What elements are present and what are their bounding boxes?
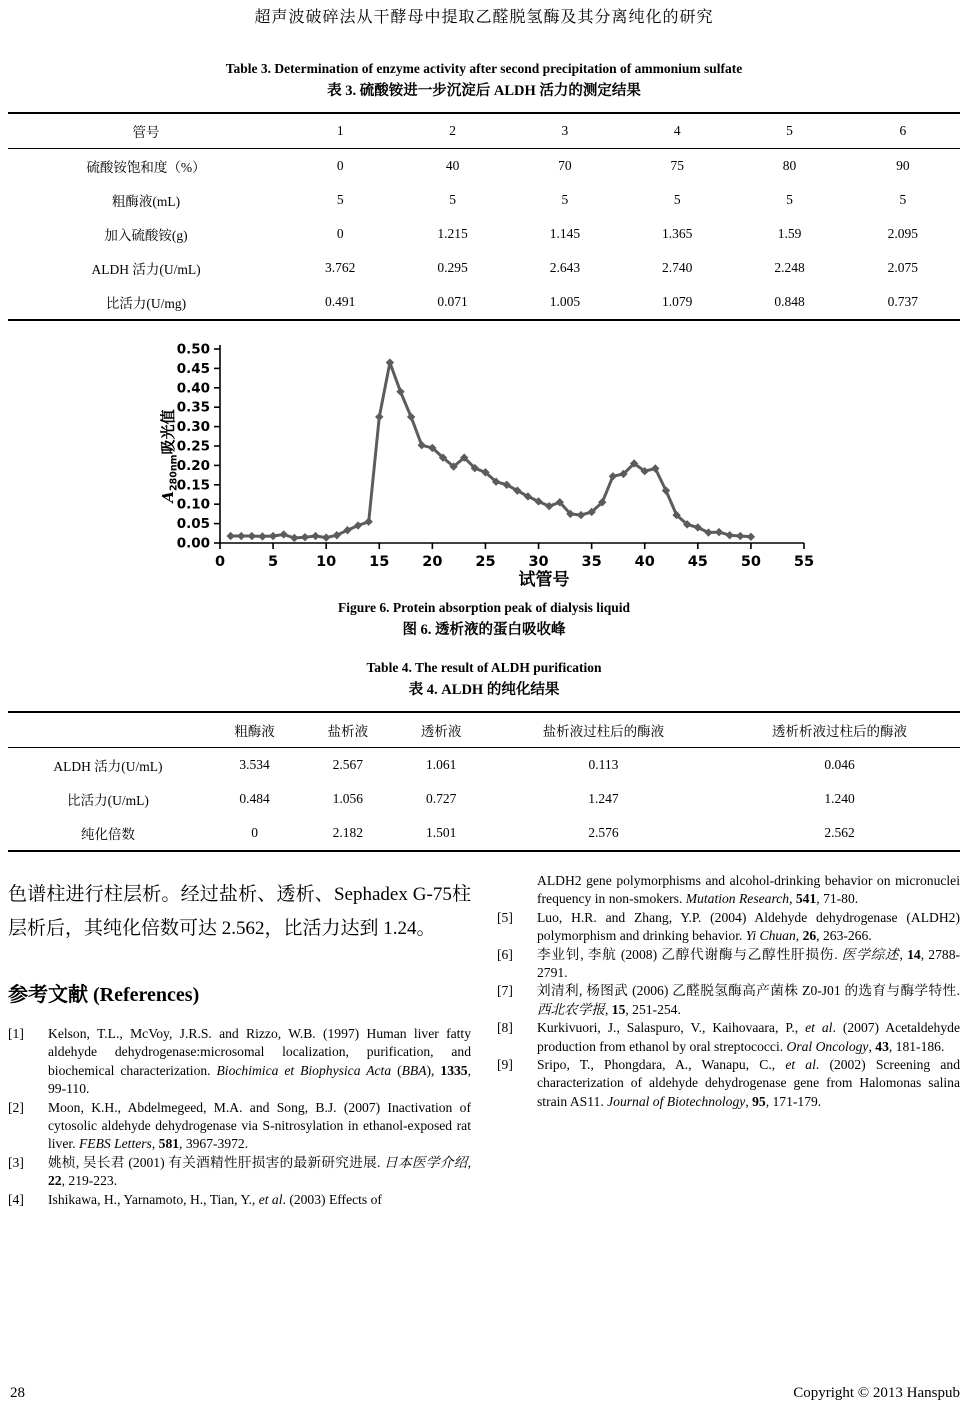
figure6-line-chart xyxy=(156,337,820,589)
x-tick-label: 30 xyxy=(528,554,549,570)
reference-number: [6] xyxy=(497,946,513,962)
reference-text: 刘清利, 杨图武 (2006) 乙醛脱氢酶高产菌株 Z0-J01 的选育与酶学特性. 西北农学报, 15, 251-254. xyxy=(537,983,960,1017)
value-cell: 0.071 xyxy=(437,294,468,309)
value-cell: 0.491 xyxy=(325,294,356,309)
x-tick-label: 45 xyxy=(687,554,708,570)
row-label-cell: 纯化倍数 xyxy=(80,827,135,842)
value-cell: 2.182 xyxy=(332,825,364,840)
value-cell: 1.59 xyxy=(777,226,802,241)
two-column-text xyxy=(8,864,960,1209)
reference-text: 姚桢, 吴长君 (2001) 有关酒精性肝损害的最新研究进展. 日本医学介绍, 22, 219-223. xyxy=(48,1154,471,1189)
value-cell: 5 xyxy=(673,192,681,207)
reference-item xyxy=(497,1056,960,1111)
value-cell: 盐析液过柱后的酶液 xyxy=(542,724,665,739)
data-point-marker xyxy=(258,532,266,540)
value-cell: 0.046 xyxy=(824,757,855,772)
value-cell: 0.848 xyxy=(774,294,805,309)
data-point-marker xyxy=(747,533,755,541)
data-point-marker xyxy=(609,472,617,480)
reference-text: Kurkivuori, J., Salaspuro, V., Kaihovaara, P., et al. (2007) Acetaldehyde production from ethanol by oral streptococci. Oral Oncology, 43, 181-186. xyxy=(537,1020,960,1054)
value-cell: 0 xyxy=(251,825,258,840)
value-cell: 0 xyxy=(336,158,344,173)
row-label-cell: 硫酸铵饱和度（%） xyxy=(86,160,206,175)
value-cell: 5 xyxy=(899,192,907,207)
x-tick-label: 0 xyxy=(214,554,226,570)
figure6-caption xyxy=(0,599,968,639)
data-point-marker xyxy=(354,521,362,529)
value-cell: 5 xyxy=(786,192,793,207)
value-cell: 6 xyxy=(899,123,907,138)
data-point-marker xyxy=(248,532,256,540)
value-cell: 5 xyxy=(561,192,569,207)
y-tick-label: 0.10 xyxy=(176,496,210,513)
data-point-marker xyxy=(322,533,330,541)
y-tick-label: 0.25 xyxy=(176,438,210,455)
data-point-marker xyxy=(280,530,288,538)
value-cell: 1 xyxy=(336,123,344,138)
table4 xyxy=(8,711,960,852)
y-tick-label: 0.45 xyxy=(176,360,210,377)
y-tick-label: 0.40 xyxy=(176,380,210,397)
data-point-marker xyxy=(364,517,372,525)
value-cell: 1.005 xyxy=(549,294,581,309)
table-row xyxy=(8,251,960,285)
reference-text: Sripo, T., Phongdara, A., Wanapu, C., et al. (2002) Screening and characterization of aldehyde dehydrogenase gene from Halomonas salina strain AS11. Journal of Biotechnology, 95, 171-179. xyxy=(537,1057,960,1109)
reference-number: [1] xyxy=(8,1026,24,1041)
x-tick-label: 40 xyxy=(634,554,655,570)
y-tick-label: 0.20 xyxy=(176,457,210,474)
reference-item xyxy=(497,909,960,946)
value-cell: 0.727 xyxy=(425,791,457,806)
value-cell: 40 xyxy=(445,158,460,173)
reference-text: 李业钊, 李航 (2008) 乙醇代谢酶与乙醇性肝损伤. 医学综述, 14, 2788-2791. xyxy=(537,946,961,981)
figure6-caption-zh: 图 6. 透析液的蛋白吸收峰 xyxy=(402,622,566,638)
reference-number: [4] xyxy=(8,1191,24,1207)
value-cell: 粗酶液 xyxy=(234,724,275,739)
value-cell: 1.145 xyxy=(549,226,581,241)
x-tick-label: 35 xyxy=(581,554,602,570)
value-cell: 1.215 xyxy=(437,226,468,241)
data-point-marker xyxy=(715,528,723,536)
reference-item xyxy=(8,1154,471,1191)
data-point-marker xyxy=(407,413,415,421)
reference-4-continuation: ALDH2 gene polymorphisms and alcohol-drinking behavior on micronuclei frequency in non-smokers. Mutation Research, 541, 71-80. xyxy=(537,873,960,907)
value-cell: 4 xyxy=(673,123,681,138)
row-label-cell: ALDH 活力(U/mL) xyxy=(91,262,201,277)
x-tick-label: 20 xyxy=(422,554,443,570)
references-list-right xyxy=(497,909,960,1111)
reference-number: [8] xyxy=(497,1020,513,1036)
right-column xyxy=(497,864,960,1209)
data-point-marker xyxy=(577,511,585,519)
value-cell: 盐析液 xyxy=(327,724,369,739)
value-cell: 2.740 xyxy=(662,260,693,275)
value-cell: 1.501 xyxy=(425,825,457,840)
row-label-cell: 管号 xyxy=(132,125,160,140)
copyright-notice: Copyright © 2013 Hanspub xyxy=(793,1385,960,1401)
value-cell: 2.567 xyxy=(332,757,364,772)
value-cell: 2.576 xyxy=(588,825,619,840)
value-cell: 2.075 xyxy=(887,260,919,275)
y-tick-label: 0.50 xyxy=(176,341,210,358)
x-tick-label: 5 xyxy=(268,554,279,570)
value-cell: 2.643 xyxy=(549,260,581,275)
reference-item xyxy=(497,1019,960,1056)
value-cell: 1.056 xyxy=(332,791,364,806)
row-label-cell: 粗酶液(mL) xyxy=(111,194,181,209)
table-header-row xyxy=(8,113,960,149)
x-tick-label: 25 xyxy=(475,554,496,570)
x-tick-label: 15 xyxy=(369,554,390,570)
data-point-marker xyxy=(311,532,319,540)
data-point-marker xyxy=(226,532,234,540)
row-label-cell: 加入硫酸铵(g) xyxy=(104,228,188,243)
x-tick-label: 10 xyxy=(316,554,337,570)
y-tick-label: 0.30 xyxy=(176,419,210,436)
table-row xyxy=(8,748,960,783)
reference-text: Ishikawa, H., Yarnamoto, H., Tian, Y., et al. (2003) Effects of xyxy=(48,1191,382,1207)
data-point-marker xyxy=(736,532,744,540)
table-row xyxy=(8,149,960,184)
figure6-caption-en: Figure 6. Protein absorption peak of dialysis liquid xyxy=(337,600,631,615)
row-label-cell: 比活力(U/mL) xyxy=(67,793,149,808)
data-point-marker xyxy=(386,358,394,366)
value-cell: 5 xyxy=(786,123,793,138)
value-cell: 70 xyxy=(558,158,572,173)
data-point-marker xyxy=(301,533,309,541)
y-tick-label: 0.15 xyxy=(176,477,210,494)
reference-text: Moon, K.H., Abdelmegeed, M.A. and Song, B.J. (2007) Inactivation of cytosolic aldehyde dehydrogenase via S-nitrosylation in ethanol-exposed rat liver. FEBS Letters, 581, 3967-3972. xyxy=(48,1099,471,1152)
data-point-marker xyxy=(396,387,404,395)
page-title: 超声波破碎法从干酵母中提取乙醛脱氢酶及其分离纯化的研究 xyxy=(254,9,714,26)
reference-item xyxy=(8,1099,471,1154)
reference-number: [7] xyxy=(497,983,513,999)
value-cell: 1.365 xyxy=(662,226,693,241)
value-cell: 2.248 xyxy=(774,260,805,275)
value-cell: 0.113 xyxy=(588,757,619,772)
y-tick-label: 0.35 xyxy=(176,399,210,416)
x-tick-label: 55 xyxy=(793,554,815,570)
reference-text: Kelson, T.L., McVoy, J.R.S. and Rizzo, W.B. (1997) Human liver fatty aldehyde dehydrogenase:microsomal localization, purification, and biochemical characterization. Biochimica et Biophysica Acta (BBA), 1335, 99-110. xyxy=(48,1026,471,1097)
table4-caption-zh: 表 4. ALDH 的纯化结果 xyxy=(408,682,560,698)
value-cell: 3.762 xyxy=(325,260,356,275)
data-point-marker xyxy=(375,413,383,421)
table4-caption xyxy=(0,659,968,699)
references-heading: 参考文献 (References) xyxy=(8,984,200,1006)
x-axis-title: 试管号 xyxy=(518,570,570,589)
reference-number: [3] xyxy=(8,1154,24,1170)
value-cell: 2.562 xyxy=(824,825,855,840)
value-cell: 80 xyxy=(782,158,797,173)
value-cell: 2 xyxy=(449,123,456,138)
reference-number: [9] xyxy=(497,1057,513,1073)
reference-item xyxy=(497,982,960,1019)
table-row xyxy=(8,782,960,816)
value-cell: 5 xyxy=(449,192,456,207)
value-cell: 透析液 xyxy=(420,724,462,739)
data-point-marker xyxy=(269,532,277,540)
value-cell: 2.095 xyxy=(887,226,919,241)
table3-caption xyxy=(0,60,968,100)
x-tick-label: 50 xyxy=(740,554,762,570)
value-cell: 90 xyxy=(896,158,910,173)
row-label-cell xyxy=(8,712,208,748)
data-point-marker xyxy=(237,532,245,540)
data-point-marker xyxy=(725,531,733,539)
data-point-marker xyxy=(290,534,298,542)
value-cell: 0.484 xyxy=(239,791,270,806)
row-label-cell: 比活力(U/mg) xyxy=(105,296,187,311)
series-line xyxy=(231,363,751,538)
figure6-chart-area xyxy=(156,337,820,589)
value-cell: 3.534 xyxy=(239,757,270,772)
table-row xyxy=(8,816,960,851)
reference-item xyxy=(8,1191,471,1209)
value-cell: 1.240 xyxy=(824,791,855,806)
table-row xyxy=(8,285,960,320)
value-cell: 0.295 xyxy=(437,260,468,275)
reference-item xyxy=(497,946,960,983)
value-cell: 1.247 xyxy=(588,791,619,806)
table-row xyxy=(8,183,960,217)
body-paragraph: 色谱柱进行柱层析。经过盐析、透析、Sephadex G-75柱层析后，其纯化倍数可达 2.562，比活力达到 1.24。 xyxy=(8,884,471,939)
page-number: 28 xyxy=(10,1385,25,1401)
data-point-marker xyxy=(418,441,426,449)
value-cell: 透析析液过柱后的酶液 xyxy=(772,724,908,739)
table3-caption-zh: 表 3. 硫酸铵进一步沉淀后 ALDH 活力的测定结果 xyxy=(327,83,641,99)
references-list-left xyxy=(8,1025,471,1209)
value-cell: 3 xyxy=(561,123,569,138)
value-cell: 1.079 xyxy=(662,294,693,309)
value-cell: 1.061 xyxy=(425,757,457,772)
left-column xyxy=(8,864,471,1209)
y-tick-label: 0.00 xyxy=(176,535,210,552)
value-cell: 75 xyxy=(670,158,684,173)
table3 xyxy=(8,112,960,321)
reference-number: [5] xyxy=(497,909,513,925)
value-cell: 0 xyxy=(336,226,344,241)
reference-item xyxy=(8,1025,471,1099)
y-axis-title: $A_{280nm}$吸光值 xyxy=(159,409,180,503)
table-row xyxy=(8,217,960,251)
row-label-cell: ALDH 活力(U/mL) xyxy=(53,759,163,774)
table4-caption-en: Table 4. The result of ALDH purification xyxy=(366,660,602,675)
table-header-row xyxy=(8,712,960,748)
reference-number: [2] xyxy=(8,1099,24,1115)
value-cell: 0.737 xyxy=(887,294,919,309)
value-cell: 5 xyxy=(336,192,344,207)
y-tick-label: 0.05 xyxy=(176,516,210,533)
reference-text: Luo, H.R. and Zhang, Y.P. (2004) Aldehyde dehydrogenase (ALDH2) polymorphism and drinking behavior. Yi Chuan, 26, 263-266. xyxy=(537,909,960,944)
table3-caption-en: Table 3. Determination of enzyme activity after second precipitation of ammonium sulfate xyxy=(225,61,743,76)
